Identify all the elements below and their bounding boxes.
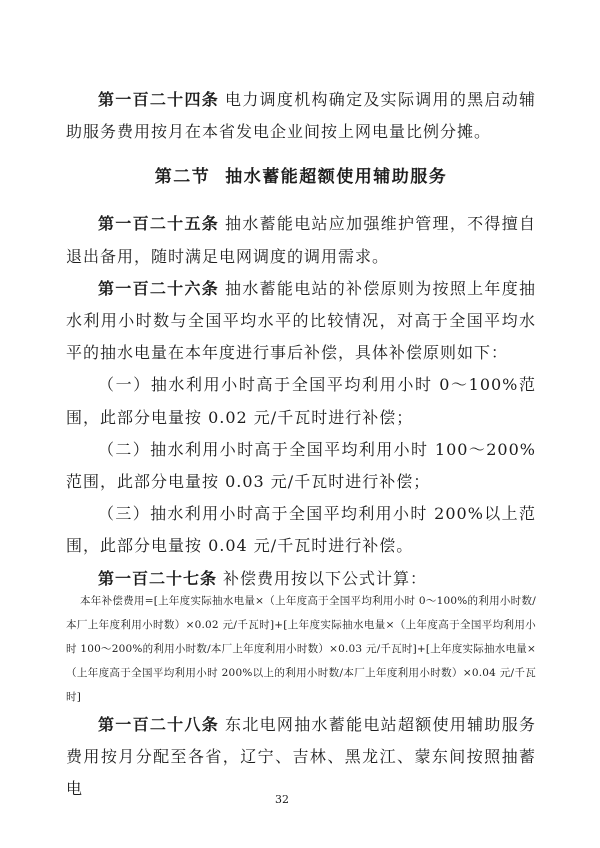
list-item-1: （一）抽水利用小时高于全国平均利用小时 0～100%范围，此部分电量按 0.02 元/千瓦时进行补偿；: [66, 375, 536, 427]
article-125-label: 第一百二十五条: [98, 214, 220, 234]
compensation-formula: 本年补偿费用=[上年度实际抽水电量×（上年度高于全国平均利用小时 0～100%的利用小时数/本厂上年度利用小时数）×0.02 元/千瓦时]+[上年度实际抽水电量×（上年度高于全国平均利用小时 100～200%的利用小时数/本厂上年度利用小时数）×0.03 元/千瓦时]+[上年度实际抽水电量×（上年度高于全国平均利用小时 200%以上的利用小时数/本厂上年度利用小时数）×0.04 元/千瓦时]: [66, 594, 536, 703]
article-126-paragraph: [66, 273, 536, 370]
article-125-text: 抽水蓄能电站应加强维护管理，不得擅自退出备用，随时满足电网调度的调用需求。: [66, 214, 536, 266]
article-127-text: 补偿费用按以下公式计算：: [223, 568, 428, 588]
section-number: 第二节: [154, 167, 211, 188]
article-128-paragraph: [66, 709, 536, 806]
article-124-text: 电力调度机构确定及实际调用的黑启动辅助服务费用按月在本省发电企业间按上网电量比例分摊。: [66, 90, 536, 142]
article-128-text: 东北电网抽水蓄能电站超额使用辅助服务费用按月分配至各省，辽宁、吉林、黑龙江、蒙东间按照抽蓄电: [66, 714, 536, 799]
page-number: 32: [275, 793, 289, 806]
article-125-paragraph: [66, 208, 536, 272]
article-124-label: 第一百二十四条: [98, 90, 220, 109]
section-title: 抽水蓄能超额使用辅助服务: [225, 167, 448, 188]
article-128-label: 第一百二十八条: [98, 714, 220, 734]
article-124-paragraph: [66, 84, 536, 148]
section-heading: [66, 161, 536, 194]
article-127-label: 第一百二十七条: [98, 568, 218, 588]
list-item-2: （二）抽水利用小时高于全国平均利用小时 100～200%范围，此部分电量按 0.03 元/千瓦时进行补偿；: [66, 439, 536, 492]
article-126-text: 抽水蓄能电站的补偿原则为按照上年度抽水利用小时数与全国平均水平的比较情况，对高于全国平均水平的抽水电量在本年度进行事后补偿，具体补偿原则如下：: [66, 278, 536, 363]
list-item-3: （三）抽水利用小时高于全国平均利用小时 200%以上范围，此部分电量按 0.04 元/千瓦时进行补偿。: [66, 504, 536, 556]
article-126-label: 第一百二十六条: [98, 278, 220, 298]
